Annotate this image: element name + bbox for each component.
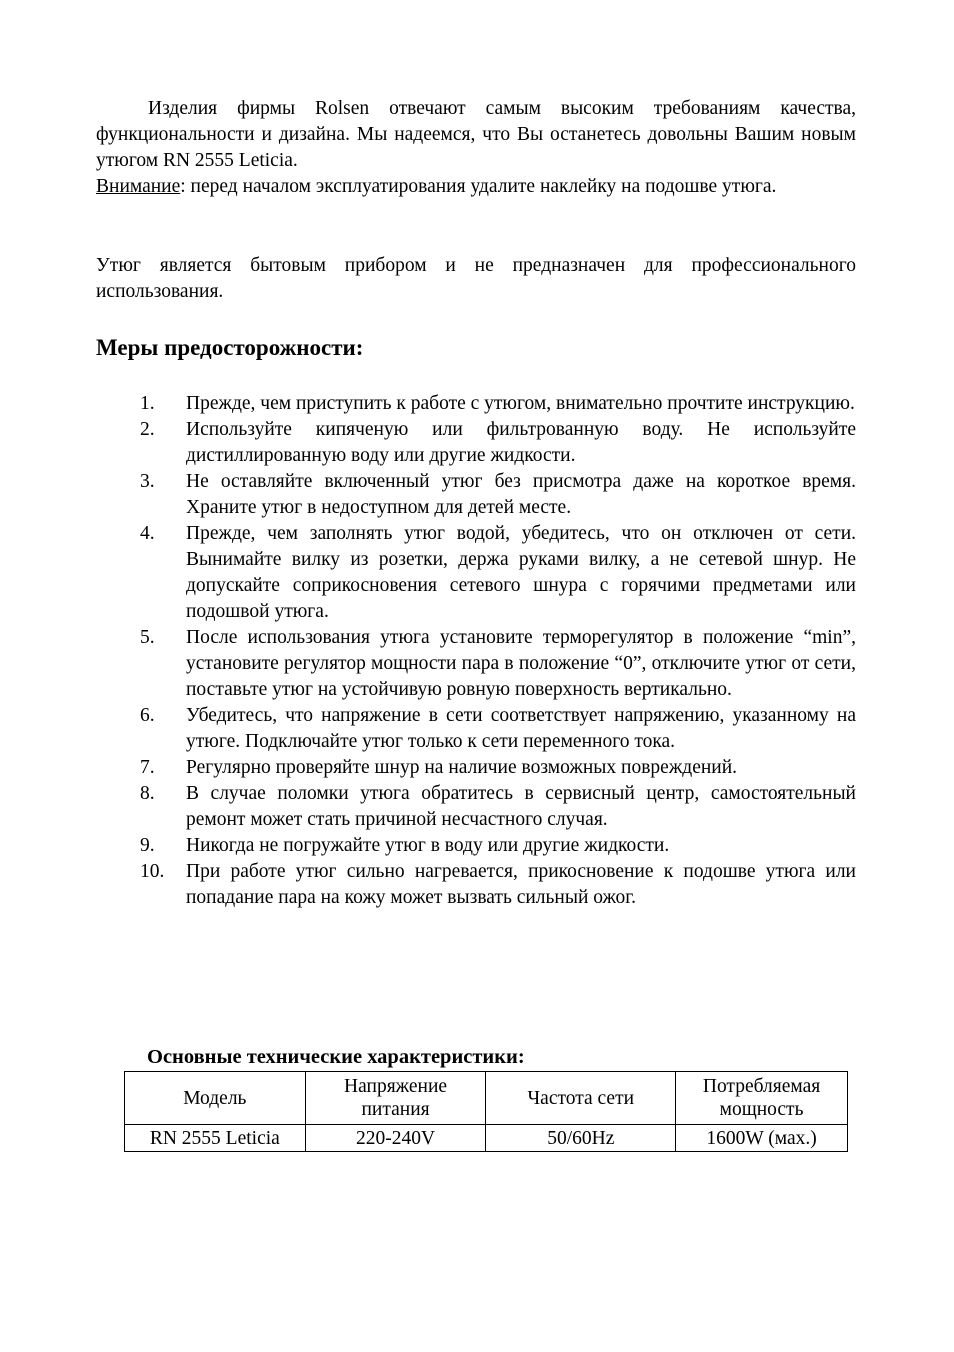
specs-table: [124, 1071, 848, 1152]
list-item-text: После использования утюга установите терморегулятор в положение “min”, установите регулятор мощности пара в положение “0”, отключите утюг от сети, поставьте утюг на устойчивую ровную поверхность вертикально.: [186, 627, 856, 700]
warning-label: Внимание: [96, 176, 181, 197]
list-item: [96, 391, 856, 417]
list-item: [96, 469, 856, 521]
table-row: [125, 1125, 848, 1152]
list-item-number: 10.: [140, 861, 165, 882]
list-item-text: В случае поломки утюга обратитесь в сервисный центр, самостоятельный ремонт может стать причиной несчастного случая.: [186, 783, 856, 830]
list-item-number: 6.: [140, 705, 155, 726]
header-cell-voltage: Напряжение питания: [305, 1072, 486, 1125]
list-item-number: 3.: [140, 471, 155, 492]
list-item-number: 1.: [140, 393, 155, 414]
list-item-text: Используйте кипяченую или фильтрованную воду. Не используйте дистиллированную воду или другие жидкости.: [186, 419, 856, 466]
list-item-text: При работе утюг сильно нагревается, прикосновение к подошве утюга или попадание пара на кожу может вызвать сильный ожог.: [186, 861, 856, 908]
list-item-number: 5.: [140, 627, 155, 648]
list-item: [96, 859, 856, 911]
list-item-number: 2.: [140, 419, 155, 440]
specs-title: Основные технические характеристики:: [147, 1046, 525, 1068]
header-cell-frequency: Частота сети: [486, 1072, 676, 1125]
list-item-text: Убедитесь, что напряжение в сети соответствует напряжению, указанному на утюге. Подключайте утюг только к сети переменного тока.: [186, 705, 856, 752]
precautions-title: Меры предосторожности:: [96, 335, 364, 360]
list-item-text: Никогда не погружайте утюг в воду или другие жидкости.: [186, 835, 670, 856]
table-cell: 220-240V: [305, 1125, 486, 1152]
list-item-text: Прежде, чем приступить к работе с утюгом, внимательно прочтите инструкцию.: [186, 393, 855, 414]
precautions-list: [96, 391, 856, 911]
list-item: [96, 625, 856, 703]
header-cell-power: Потребляемая мощность: [676, 1072, 848, 1125]
warning-text: : перед началом эксплуатирования удалите наклейку на подошве утюга.: [180, 176, 777, 197]
list-item-number: 8.: [140, 783, 155, 804]
warning-paragraph: [96, 174, 856, 200]
list-item-number: 4.: [140, 523, 155, 544]
list-item-text: Прежде, чем заполнять утюг водой, убедитесь, что он отключен от сети. Вынимайте вилку из розетки, держа руками вилку, а не сетевой шнур. Не допускайте соприкосновения сетевого шнура с горячими предметами или подошвой утюга.: [186, 523, 856, 622]
list-item-number: 7.: [140, 757, 155, 778]
intro-paragraph: Изделия фирмы Rolsen отвечают самым высоким требованиям качества, функциональности и дизайна. Мы надеемся, что Вы останетесь довольны Вашим новым утюгом RN 2555 Leticia.: [96, 98, 856, 171]
header-cell-model: Модель: [125, 1072, 306, 1125]
list-item: [96, 833, 856, 859]
list-item: [96, 417, 856, 469]
list-item-number: 9.: [140, 835, 155, 856]
list-item: [96, 703, 856, 755]
list-item-text: Регулярно проверяйте шнур на наличие возможных повреждений.: [186, 757, 738, 778]
list-item-text: Не оставляйте включенный утюг без присмотра даже на короткое время. Храните утюг в недоступном для детей месте.: [186, 471, 856, 518]
list-item: [96, 521, 856, 625]
table-cell: RN 2555 Leticia: [125, 1125, 306, 1152]
list-item: [96, 781, 856, 833]
list-item: [96, 755, 856, 781]
table-cell: 1600W (мах.): [676, 1125, 848, 1152]
table-header-row: [125, 1072, 848, 1125]
table-cell: 50/60Hz: [486, 1125, 676, 1152]
usage-paragraph: Утюг является бытовым прибором и не предназначен для профессионального использования.: [96, 255, 856, 302]
